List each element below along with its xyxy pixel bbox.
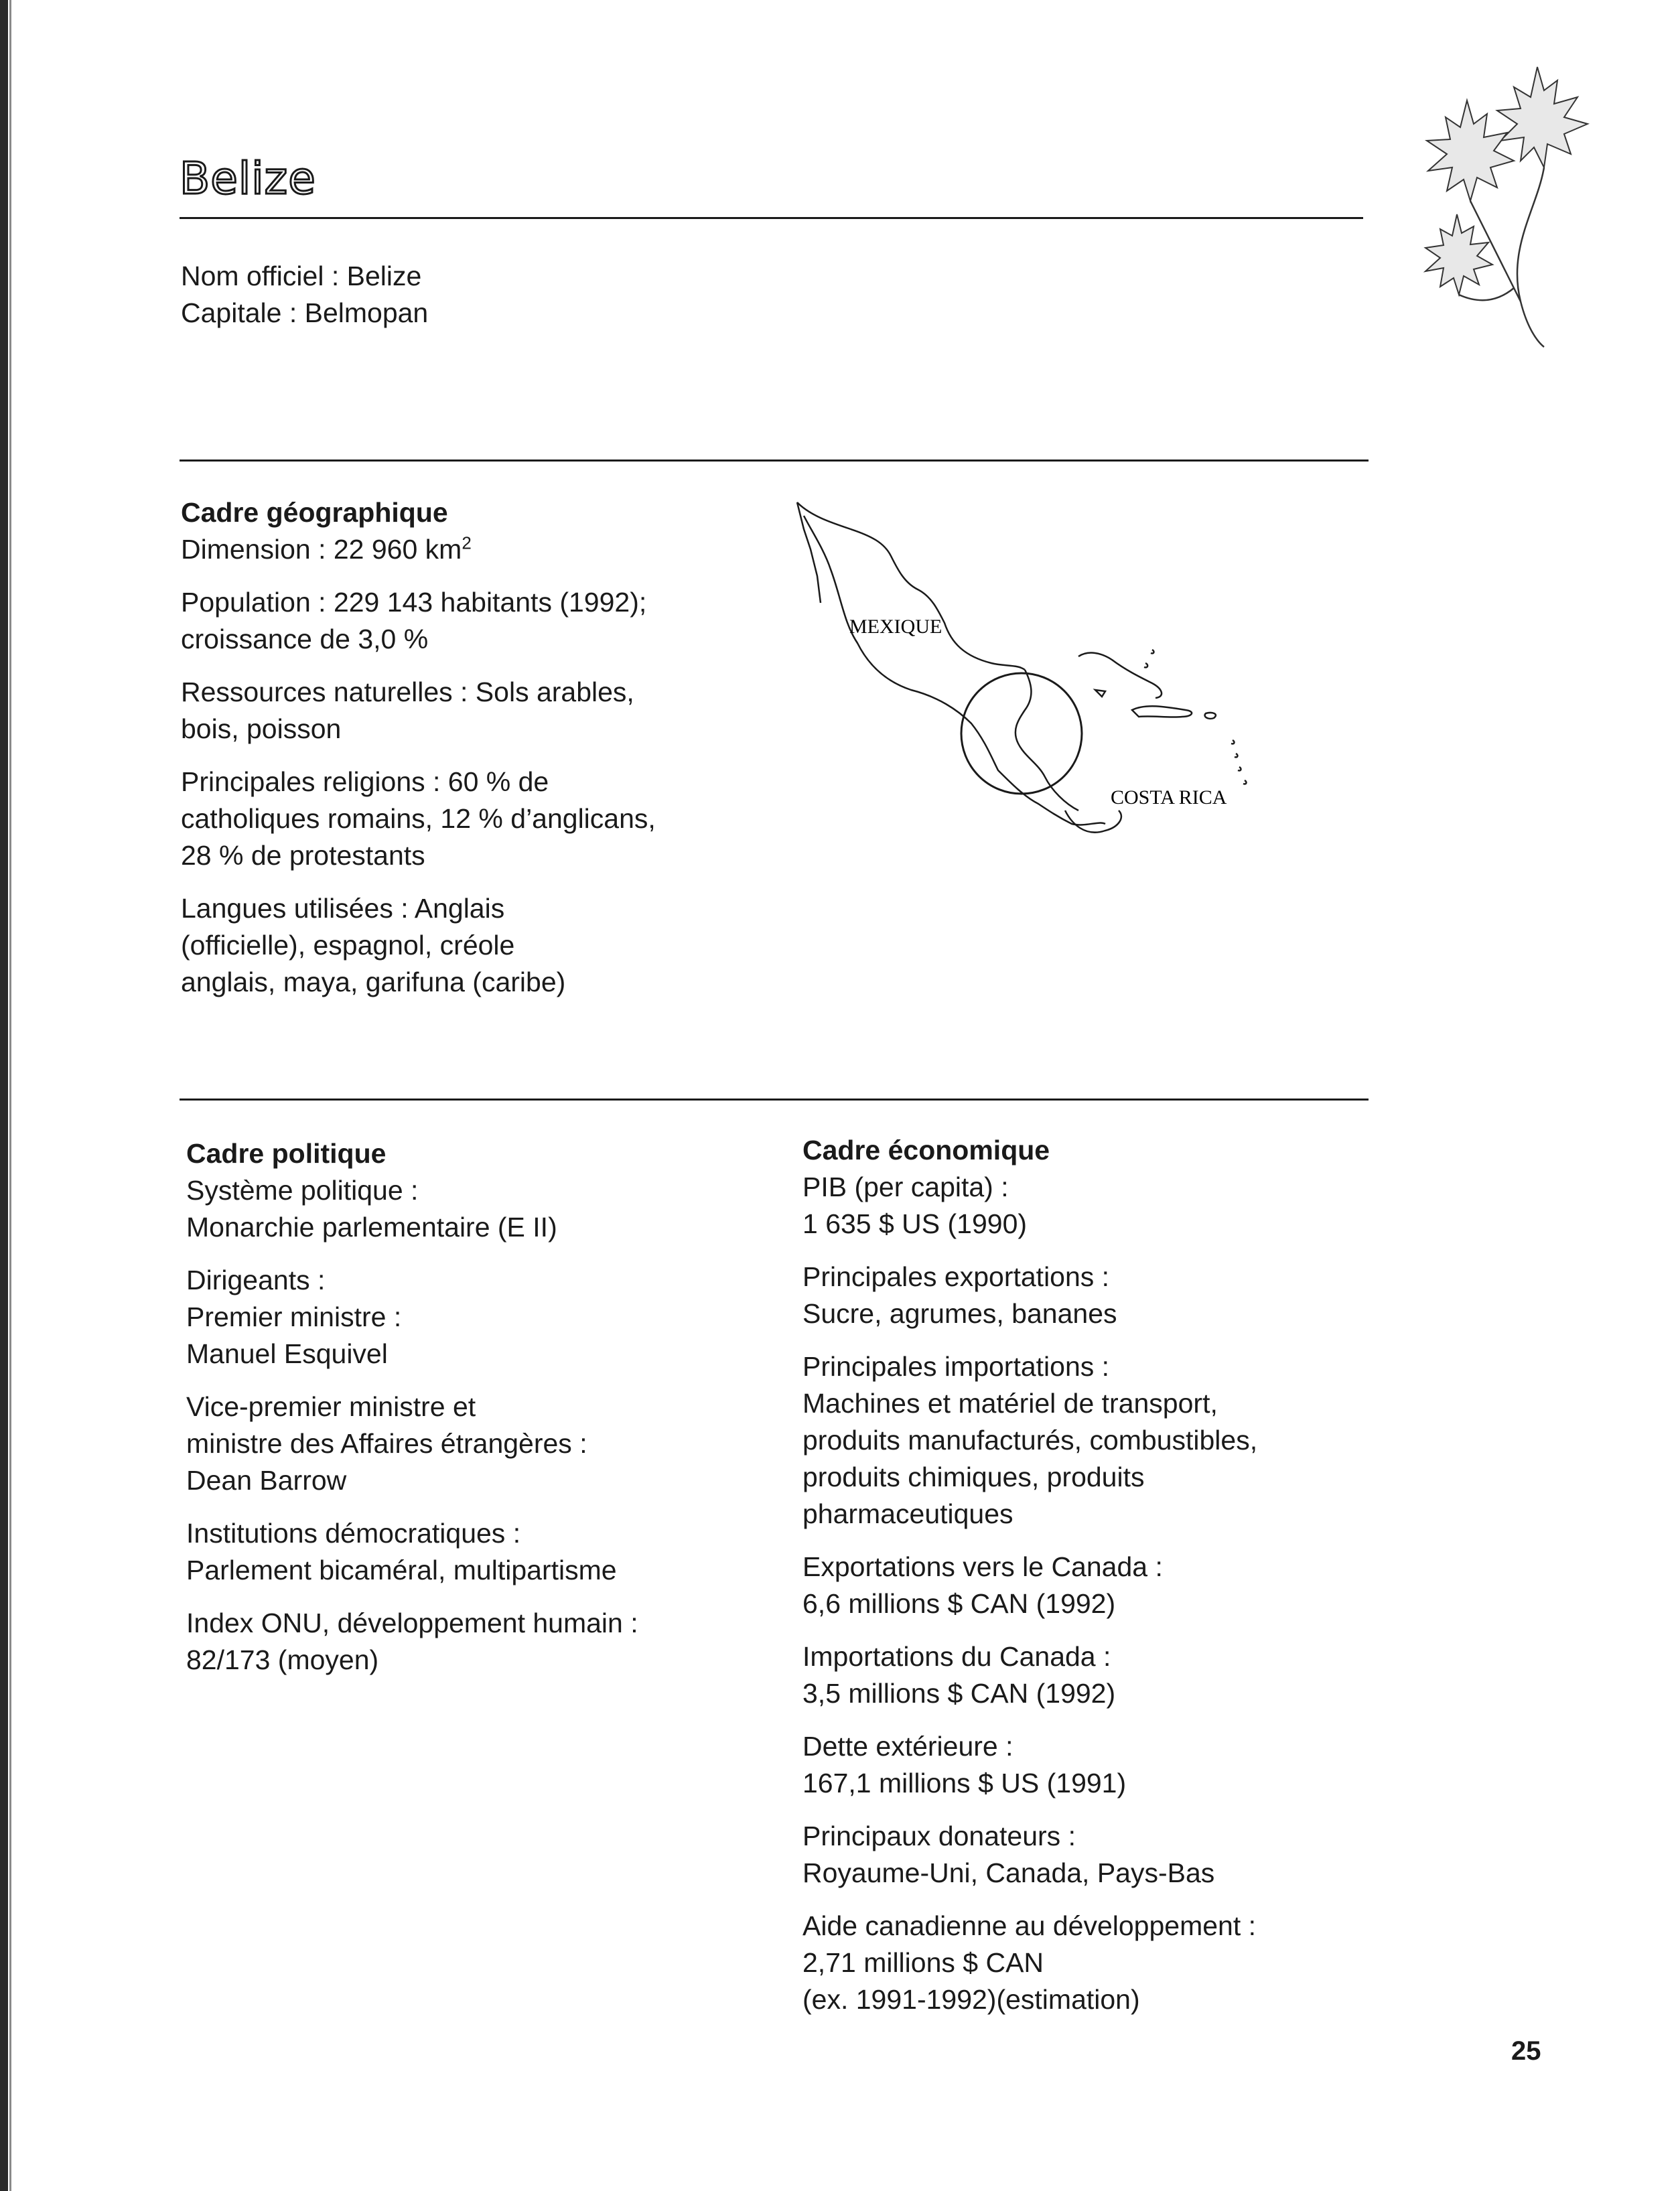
maple-leaf-icon xyxy=(1420,60,1608,348)
section-divider-2 xyxy=(180,1099,1369,1101)
map-label-costarica: COSTA RICA xyxy=(1111,786,1227,808)
eco-imports: Principales importations : xyxy=(802,1351,1110,1382)
map-label-mexique: MEXIQUE xyxy=(849,616,942,638)
geo-dimension: Dimension : 22 960 $km^2$ xyxy=(181,533,472,565)
eco-donateurs: Principaux donateurs : xyxy=(802,1821,1076,1851)
pol-index: Index ONU, développement humain : xyxy=(186,1608,638,1638)
politique-heading: Cadre politique xyxy=(186,1138,387,1169)
eco-imp-canada: Importations du Canada : xyxy=(802,1641,1111,1672)
page-number: 25 xyxy=(1511,2036,1541,2066)
economique-section: Cadre économique PIB (per capita) : 1 635 $ US (1990) Principales exportations : Sucre, agrumes, bananes Principales importations : Machines et matériel de transport, produits manufacturés, combustibles, produits chimiques, produits pharmaceutiques Exportations vers le Canada : 6,6 millions $ CAN (1992) Importations du Canada : 3,5 millions $ CAN (1992) Dette extérieure : 167,1 millions $ US (1991) Principaux donateurs : Royaume-Uni, Canada, Pays-Bas Aide canadienne au développement : 2,71 millions $ CAN (ex. 1991-1992)(estimation) xyxy=(802,1132,1257,2018)
scan-edge xyxy=(0,0,8,2191)
pol-vice: Vice-premier ministre et xyxy=(186,1391,476,1422)
geo-heading: Cadre géographique xyxy=(181,497,448,528)
pol-systeme: Système politique : xyxy=(186,1175,419,1206)
geo-section: Cadre géographique Dimension : 22 960 $km^2$ Population : 229 143 habitants (1992); croissance de 3,0 % Ressources naturelles : Sols arables, bois, poisson Principales religions : 60 % de catholiques romains, 12 % d’anglicans, 28 % de protestants Langues utilisées : Anglais (officielle), espagnol, créole anglais, maya, garifuna (caribe) xyxy=(181,494,656,1001)
section-divider-1 xyxy=(180,460,1369,462)
pol-dirigeants: Dirigeants : xyxy=(186,1265,326,1295)
title-divider xyxy=(180,217,1363,219)
page-title: Belize xyxy=(180,153,316,204)
eco-aide: Aide canadienne au développement : xyxy=(802,1910,1257,1941)
geo-langues: Langues utilisées : Anglais xyxy=(181,893,505,924)
geo-religions: Principales religions : 60 % de xyxy=(181,766,549,797)
pol-institutions: Institutions démocratiques : xyxy=(186,1518,521,1549)
economique-heading: Cadre économique xyxy=(802,1135,1050,1165)
eco-exp-canada: Exportations vers le Canada : xyxy=(802,1551,1163,1582)
geo-population: Population : 229 143 habitants (1992); xyxy=(181,587,647,618)
header-info xyxy=(181,258,428,332)
eco-exports: Principales exportations : xyxy=(802,1261,1110,1292)
eco-dette: Dette extérieure : xyxy=(802,1731,1013,1762)
geo-ressources: Ressources naturelles : Sols arables, xyxy=(181,677,634,707)
scan-edge-shadow xyxy=(9,0,11,2191)
capital: Capitale : Belmopan xyxy=(181,297,429,328)
location-map xyxy=(790,489,1253,851)
eco-pib: PIB (per capita) : xyxy=(802,1172,1009,1202)
politique-section: Cadre politique Système politique : Monarchie parlementaire (E II) Dirigeants : Premier ministre : Manuel Esquivel Vice-premier ministre et ministre des Affaires étrangères : Dean Barrow Institutions démocratiques : Parlement bicaméral, multipartisme Index ONU, développement humain : 82/173 (moyen) xyxy=(186,1135,638,1679)
official-name: Nom officiel : Belize xyxy=(181,261,422,291)
